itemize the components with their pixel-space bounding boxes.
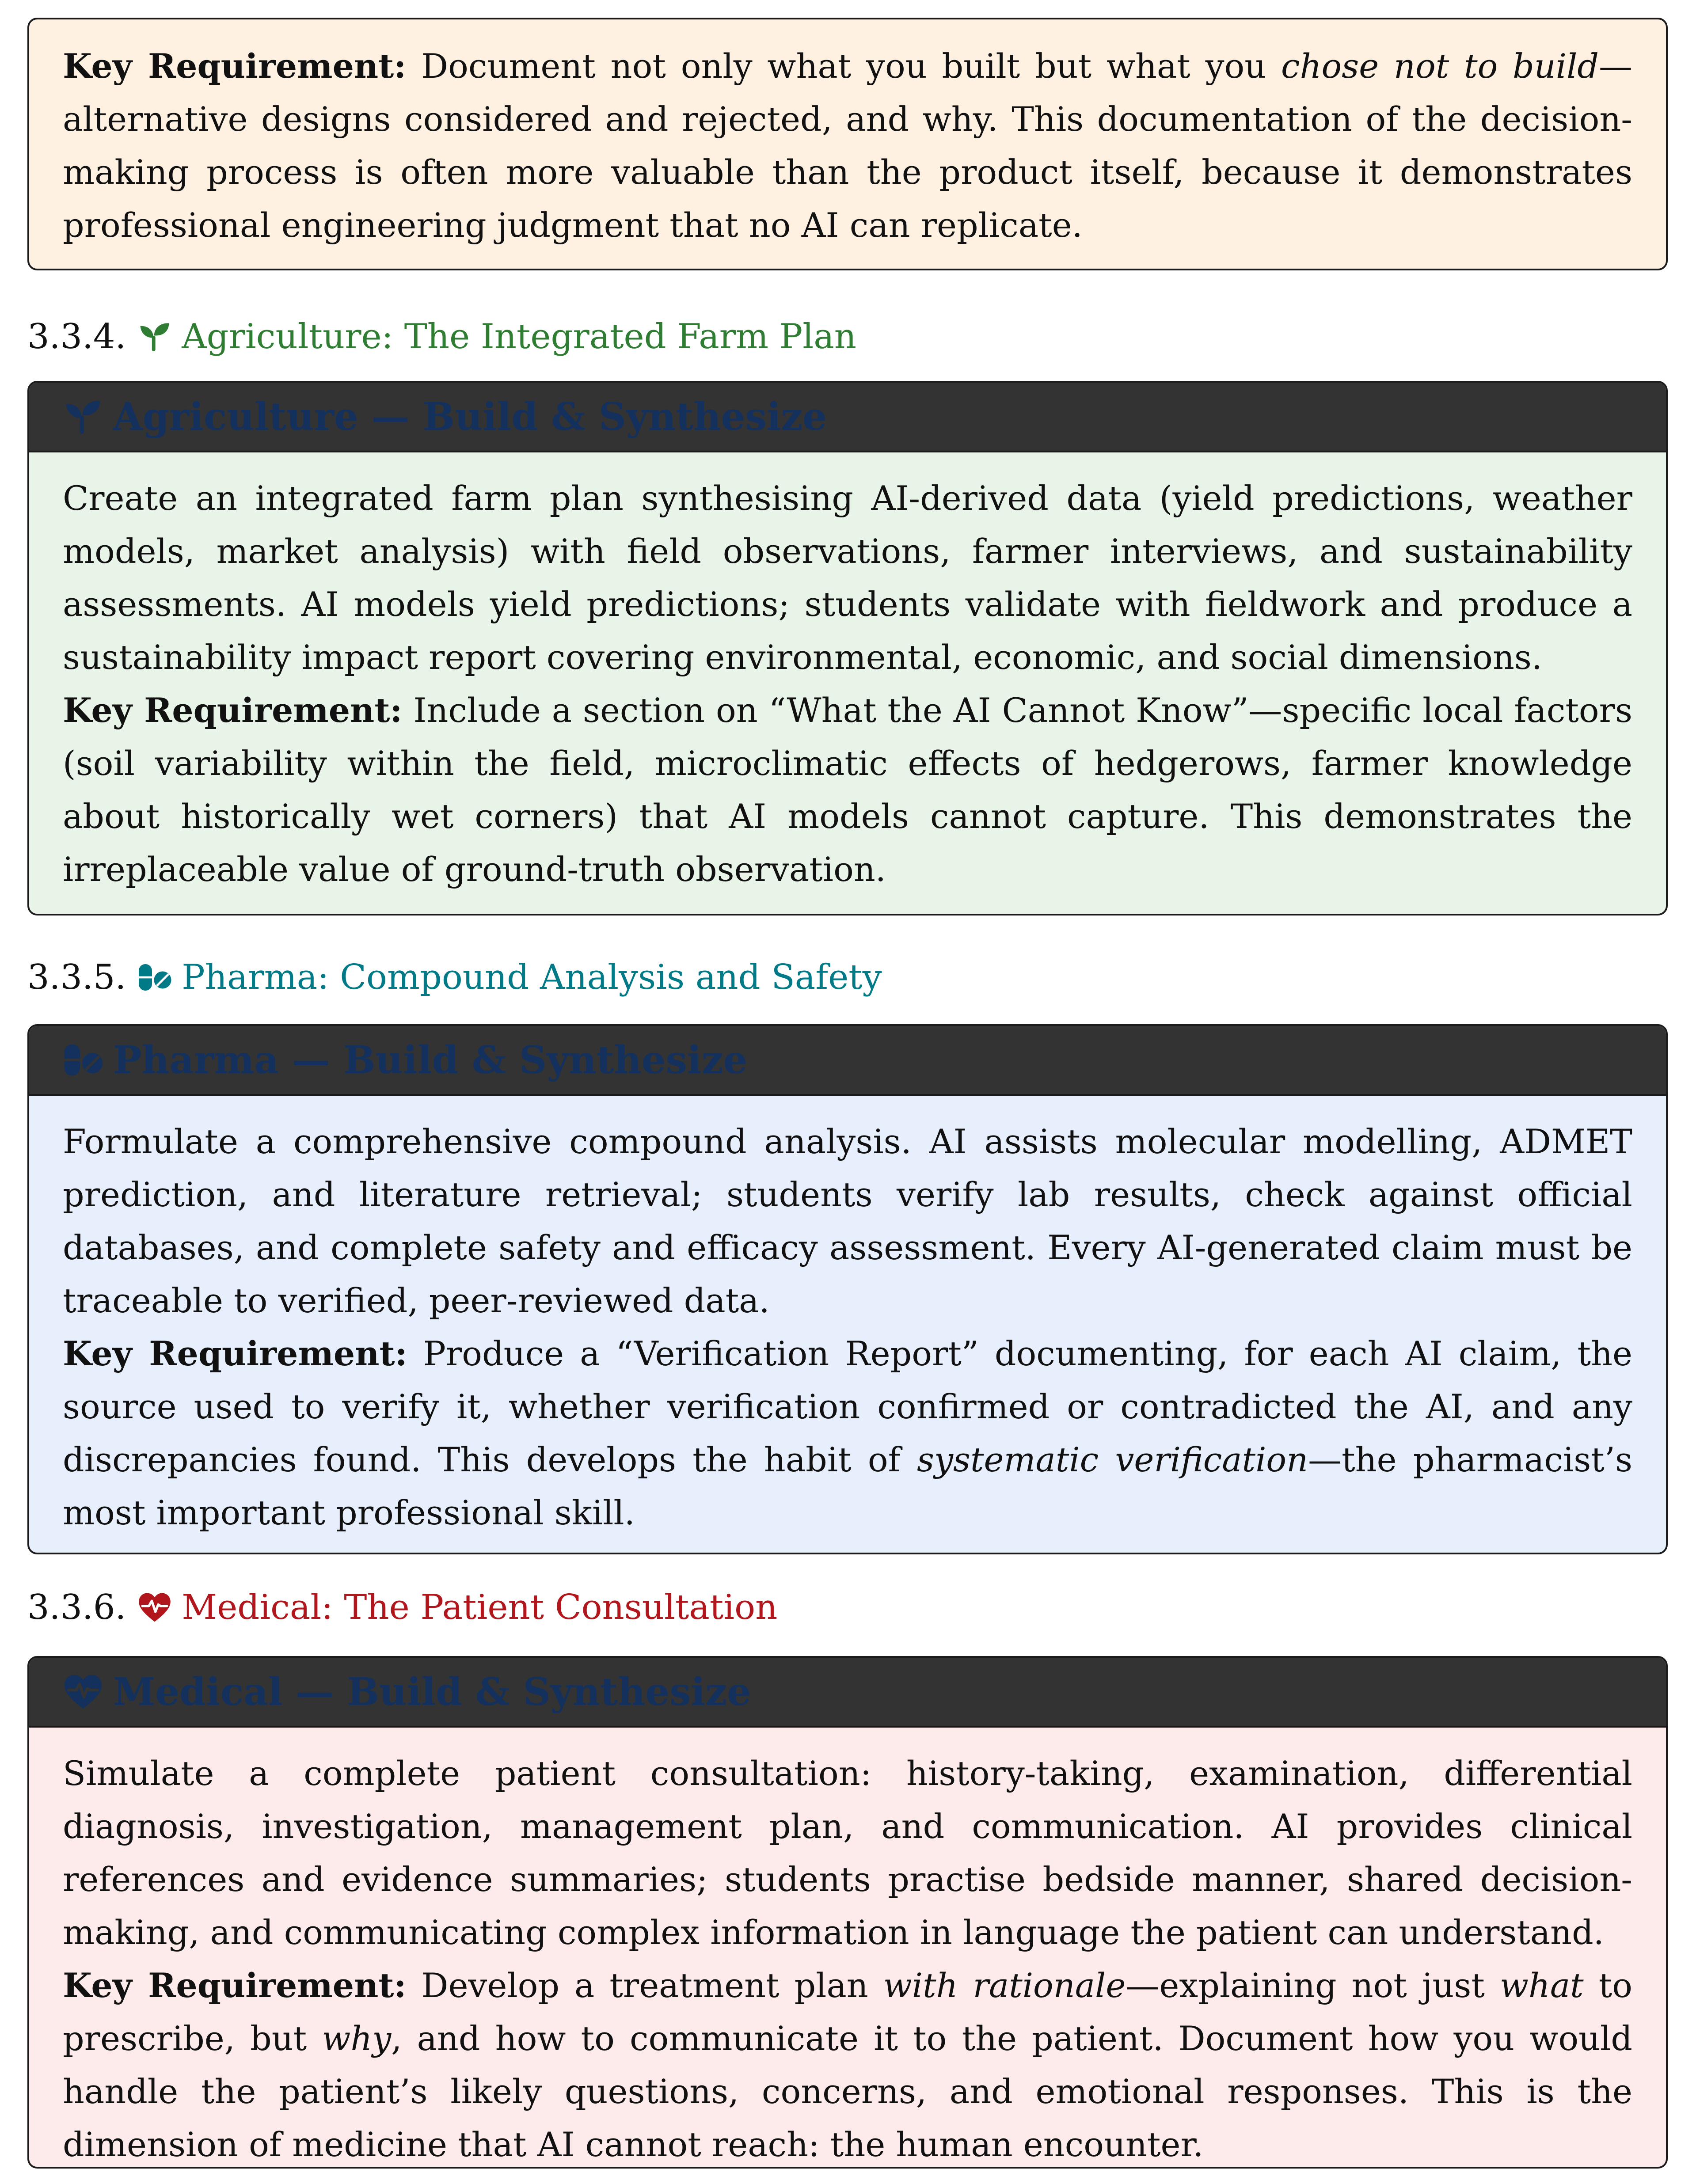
key-requirement-label: Key Requirement: bbox=[63, 1966, 407, 2005]
agriculture-box-header bbox=[29, 383, 1666, 452]
key-requirement-text: Produce a “Verification Report” documenting, for each AI claim, the source used to verify it, whether verification confirmed or contradicted the AI, and any discrepancies found. This develops the habit of bbox=[63, 1334, 1632, 1479]
pharma-box bbox=[27, 1024, 1668, 1554]
heartbeat-icon bbox=[137, 1590, 172, 1625]
medical-box-header bbox=[29, 1658, 1666, 1728]
box-title: Agriculture — Build & Synthesize bbox=[113, 394, 827, 439]
section-title: Pharma: Compound Analysis and Safety bbox=[182, 957, 882, 997]
seedling-icon bbox=[137, 319, 172, 354]
section-number: 3.3.4. bbox=[27, 317, 126, 357]
key-requirement-label: Key Requirement: bbox=[63, 691, 403, 730]
box-title: Medical — Build & Synthesize bbox=[113, 1669, 751, 1714]
agriculture-box-body bbox=[29, 452, 1666, 896]
medical-box bbox=[27, 1656, 1668, 2169]
section-heading-pharma bbox=[27, 955, 882, 999]
medical-box-body bbox=[29, 1728, 1666, 2169]
key-requirement-emphasis: chose not to build bbox=[1281, 46, 1599, 86]
section-title: Medical: The Patient Consultation bbox=[182, 1588, 778, 1627]
key-requirement-body bbox=[29, 19, 1666, 252]
key-requirement-text: Include a section on “What the AI Cannot Know”—specific local factors (soil variability within the field, microclimatic effects of hedgerows, farmer knowledge about historically wet corners) that AI models cannot capture. This demonstrates the irreplaceable value of ground-truth observation. bbox=[63, 691, 1633, 889]
key-requirement-text: Develop a treatment plan bbox=[406, 1966, 883, 2005]
key-requirement-emphasis: why bbox=[322, 2019, 392, 2058]
pharma-box-header bbox=[29, 1026, 1666, 1096]
key-requirement-text: to prescribe, but bbox=[63, 1966, 1632, 2058]
pills-icon bbox=[137, 960, 172, 995]
key-requirement-paragraph bbox=[63, 684, 1632, 896]
key-requirement-label: Key Requirement: bbox=[63, 1334, 407, 1373]
heartbeat-icon bbox=[63, 1671, 103, 1712]
key-requirement-emphasis: with rationale bbox=[883, 1966, 1126, 2005]
key-requirement-label: Key Requirement: bbox=[63, 46, 407, 86]
seedling-icon bbox=[63, 396, 103, 437]
key-requirement-paragraph bbox=[63, 1959, 1632, 2169]
section-number: 3.3.5. bbox=[27, 957, 126, 997]
section-heading-agriculture bbox=[27, 315, 856, 359]
section-number: 3.3.6. bbox=[27, 1588, 126, 1627]
key-requirement-text-rest: —alternative designs considered and rejected, and why. This documentation of the decision-making process is often more valuable than the product itself, because it demonstrates professional engineering judgment that no AI can replicate. bbox=[63, 46, 1633, 245]
pills-icon bbox=[63, 1040, 103, 1080]
body-paragraph: Create an integrated farm plan synthesising AI-derived data (yield predictions, weather models, market analysis) with field observations, farmer interviews, and sustainability assessments. AI models yield predictions; students validate with fieldwork and produce a sustainability impact report covering environmental, economic, and social dimensions. bbox=[63, 479, 1632, 677]
agriculture-box bbox=[27, 381, 1668, 915]
key-requirement-text: —explaining not just bbox=[1126, 1966, 1500, 2005]
key-requirement-text-rest: —the pharmacist’s most important professional skill. bbox=[63, 1440, 1633, 1532]
key-requirement-paragraph bbox=[63, 40, 1632, 252]
key-requirement-box bbox=[27, 18, 1668, 270]
section-heading-medical bbox=[27, 1585, 777, 1629]
section-title: Agriculture: The Integrated Farm Plan bbox=[182, 317, 856, 357]
box-title: Pharma — Build & Synthesize bbox=[113, 1037, 748, 1083]
body-paragraph: Formulate a comprehensive compound analysis. AI assists molecular modelling, ADMET prediction, and literature retrieval; students verify lab results, check against official databases, and complete safety and efficacy assessment. Every AI-generated claim must be traceable to verified, peer-reviewed data. bbox=[63, 1122, 1632, 1320]
pharma-box-body bbox=[29, 1096, 1666, 1539]
body-paragraph: Simulate a complete patient consultation: history-taking, examination, differential diagnosis, investigation, management plan, and communication. AI provides clinical references and evidence summaries; students practise bedside manner, shared decision-making, and communicating complex information in language the patient can understand. bbox=[63, 1754, 1632, 1952]
key-requirement-paragraph bbox=[63, 1327, 1632, 1539]
key-requirement-text-rest: , and how to communicate it to the patient. Document how you would handle the patient’s likely questions, concerns, and emotional responses. This is the dimension of medicine that AI cannot reach: the human encounter. bbox=[63, 2019, 1632, 2164]
key-requirement-text: Document not only what you built but what you bbox=[406, 46, 1282, 86]
key-requirement-emphasis: what bbox=[1499, 1966, 1584, 2005]
key-requirement-emphasis: systematic verification bbox=[917, 1440, 1308, 1479]
